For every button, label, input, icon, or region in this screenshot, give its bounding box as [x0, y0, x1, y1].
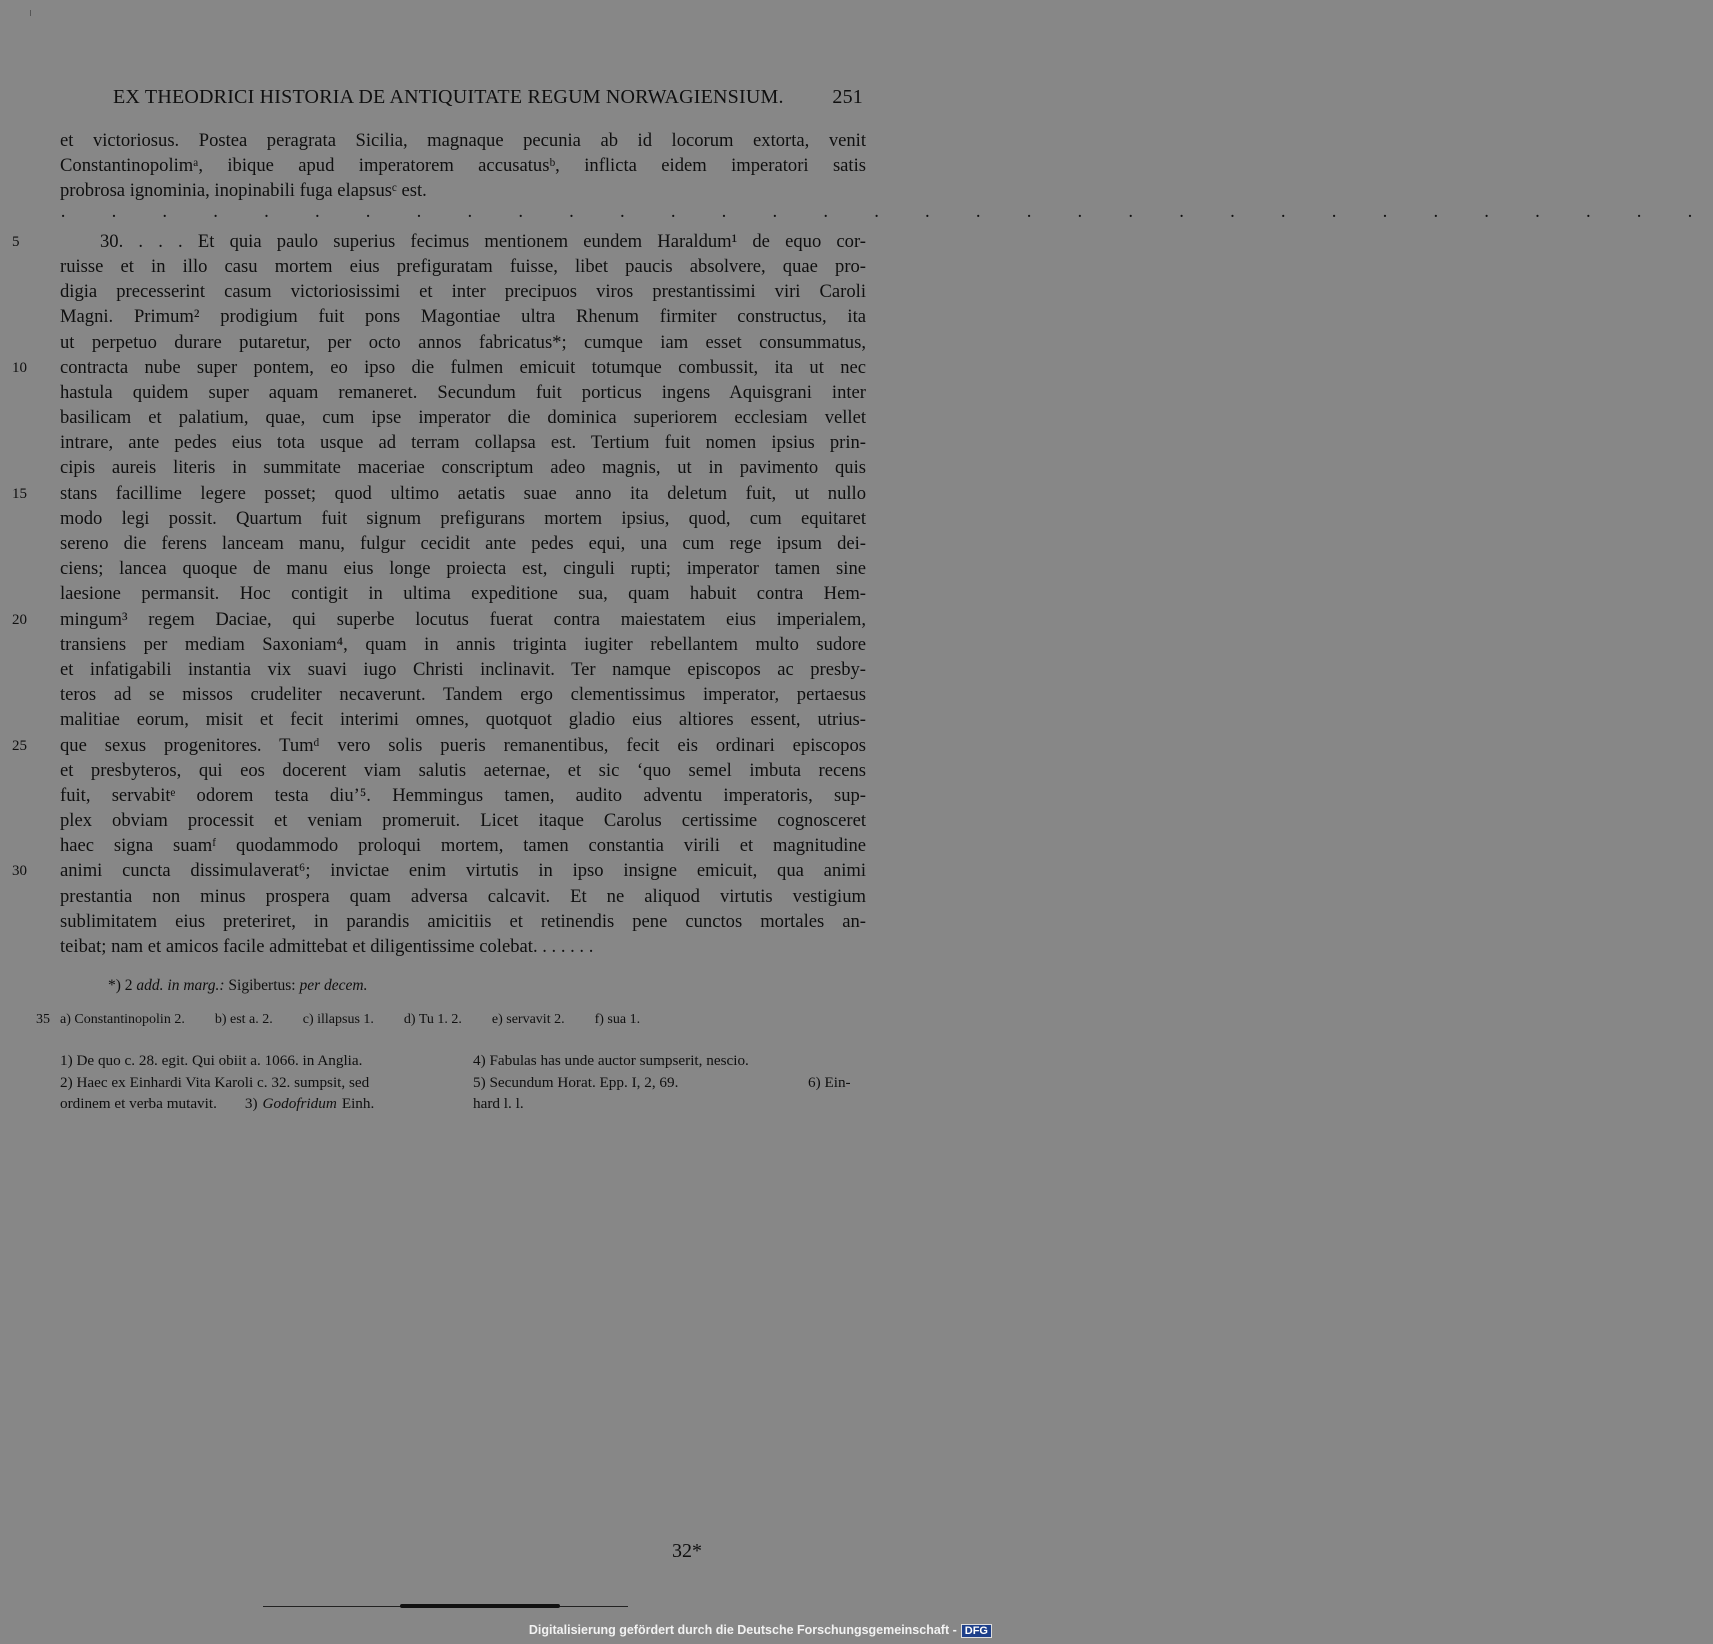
- text-line: [12, 229, 866, 254]
- text-line: [60, 783, 866, 808]
- line-text: haec signa suamᶠ quodammodo proloqui mortem, tamen constantia virili et magnitudine: [60, 835, 866, 857]
- line-text: laesione permansit. Hoc contigit in ultima expeditione sua, quam habuit contra Hem-: [60, 583, 866, 605]
- ornament-rule-center: [400, 1604, 560, 1608]
- main-text: [12, 128, 1713, 959]
- footnote-cell: [60, 1093, 374, 1115]
- line-text: sublimitatem eius preteriret, in parandis amicitiis et retinendis pene cunctos mortales an-: [60, 910, 866, 932]
- line-text: probrosa ignominia, inopinabili fuga elapsusᶜ est.: [60, 180, 427, 202]
- line-text: sereno die ferens lanceam manu, fulgur cecidit ante pedes equi, una cum rege ipsum dei-: [60, 533, 866, 554]
- line-text: ut perpetuo durare putaretur, per octo annos fabricatus*; cumque iam esset consummatus,: [60, 331, 866, 353]
- running-header: [113, 86, 863, 109]
- text-line: [60, 632, 866, 657]
- text-line: [60, 153, 866, 178]
- footnote-row: [60, 1072, 866, 1094]
- line-number: 25: [12, 737, 27, 754]
- line-text: modo legi possit. Quartum fuit signum prefigurans mortem ipsius, quod, cum equitaret: [60, 507, 866, 529]
- marginal-note-add: add. in marg.:: [136, 977, 225, 994]
- text-line: [60, 581, 866, 606]
- line-text: Constantinopolimᵃ, ibique apud imperatorem accusatusᵇ, inflicta eidem imperatori satis: [60, 155, 866, 177]
- line-text: Magni. Primum² prodigium fuit pons Magontiae ultra Rhenum firmiter constructus, ita: [60, 306, 866, 328]
- line-text: ciens; lancea quoque de manu eius longe proiecta est, cinguli rupti; imperator tamen sine: [60, 558, 866, 580]
- line-number: 15: [12, 485, 27, 502]
- text-line: [60, 178, 866, 203]
- text-line: [60, 279, 866, 304]
- footnote-cell: 6) Ein-: [808, 1073, 851, 1091]
- line-number: 30: [12, 863, 27, 880]
- line-text: hastula quidem super aquam remaneret. Secundum fuit porticus ingens Aquisgrani inter: [60, 381, 866, 403]
- line-text: et infatigabili instantia vix suavi iugo Christi inclinavit. Ter namque episcopos ac presby-: [60, 658, 866, 680]
- text-line: [60, 884, 866, 909]
- line-text: contracta nube super pontem, eo ipso die fulmen emicuit totumque combussit, ita ut nec: [60, 356, 866, 378]
- variant-item: b) est a. 2.: [214, 1012, 273, 1027]
- line-text: que sexus progenitores. Tumᵈ vero solis pueris remanentibus, fecit eis ordinari episcopos: [60, 734, 866, 756]
- line-text: transiens per mediam Saxoniam⁴, quam in annis triginta iugiter rebellantem multo sudore: [60, 633, 866, 655]
- funding-credit: [529, 1623, 992, 1638]
- footnote-cell: 5) Secundum Horat. Epp. I, 2, 69.: [473, 1073, 679, 1091]
- text-line: [12, 481, 866, 506]
- line-text: mingum³ regem Daciae, qui superbe locutus fuerat contra maiestatem eius imperialem,: [60, 608, 866, 630]
- marginal-note: [108, 977, 367, 995]
- variant-list: [60, 1012, 670, 1027]
- footnote-cell: hard l. l.: [473, 1095, 524, 1112]
- text-line: [12, 858, 866, 883]
- text-line: [60, 455, 866, 480]
- line-text: 30. . . . Et quia paulo superius fecimus mentionem eundem Haraldum¹ de equo cor-: [100, 230, 866, 252]
- text-line: [60, 506, 866, 531]
- text-line: [60, 380, 866, 405]
- text-line: [60, 304, 866, 329]
- text-line: [12, 607, 866, 632]
- marginal-note-text: per decem.: [299, 977, 368, 994]
- funding-credit-text: Digitalisierung gefördert durch die Deutsche Forschungsgemeinschaft -: [528, 1623, 957, 1637]
- footnote-number: 3): [244, 1095, 258, 1112]
- variant-item: e) servavit 2.: [491, 1012, 565, 1027]
- line-text: et presbyteros, qui eos docerent viam salutis aeternae, et sic ‘quo semel imbuta recens: [60, 759, 866, 781]
- footnotes: [60, 1050, 866, 1115]
- text-line: [60, 758, 866, 783]
- text-line: [60, 254, 866, 279]
- text-line: [60, 909, 866, 934]
- variant-readings: [36, 1012, 740, 1028]
- footnote-text: ordinem et verba mutavit.: [60, 1095, 217, 1112]
- page-number: 251: [832, 86, 863, 108]
- footnote-row: [60, 1093, 866, 1115]
- line-text: et victoriosus. Postea peragrata Sicilia, magnaque pecunia ab id locorum extorta, venit: [60, 130, 866, 151]
- line-text: digia precesserint casum victoriosissimi et inter precipuos viros prestantissimi viri Caroli: [60, 281, 866, 303]
- line-text: stans facillime legere posset; quod ultimo aetatis suae anno ita deletum fuit, ut nullo: [60, 482, 866, 504]
- variant-item: d) Tu 1. 2.: [403, 1012, 462, 1027]
- line-text: cipis aureis literis in summitate maceriae conscriptum adeo magnis, ut in pavimento quis: [60, 457, 866, 479]
- footnote-row: [60, 1050, 866, 1072]
- line-text: prestantia non minus prospera quam adversa calcavit. Et ne aliquod virtutis vestigium: [60, 885, 866, 907]
- line-number: 10: [12, 359, 27, 376]
- text-line: [60, 430, 866, 455]
- footnote-italic: Godofridum: [262, 1095, 337, 1112]
- scan-mark: [30, 10, 31, 16]
- variant-item: f) sua 1.: [594, 1012, 641, 1027]
- line-text: malitiae eorum, misit et fecit interimi omnes, quotquot gladio eius altiores essent, utrius-: [60, 709, 866, 731]
- footnote-cell: 2) Haec ex Einhardi Vita Karoli c. 32. sumpsit, sed: [60, 1073, 370, 1091]
- text-line: [60, 556, 866, 581]
- text-line: [60, 330, 866, 355]
- footnote-text: Einh.: [341, 1095, 375, 1112]
- line-number: 20: [12, 611, 27, 628]
- marginal-note-name: Sigibertus:: [228, 977, 296, 994]
- text-line: [60, 657, 866, 682]
- line-text: ruisse et in illo casu mortem eius prefiguratam fuisse, libet paucis absolvere, quae pro-: [60, 255, 866, 277]
- marginal-note-mark: *) 2: [108, 977, 133, 994]
- footnote-cell: 4) Fabulas has unde auctor sumpserit, nescio.: [473, 1052, 749, 1069]
- running-title: EX THEODRICI HISTORIA DE ANTIQUITATE REGUM NORWAGIENSIUM.: [113, 86, 784, 108]
- text-line: [60, 204, 1713, 229]
- line-number: 35: [36, 1012, 50, 1027]
- variant-item: a) Constantinopolin 2.: [60, 1012, 185, 1027]
- text-line: [60, 707, 866, 732]
- text-line: [60, 128, 866, 153]
- dfg-logo: DFG: [961, 1624, 992, 1638]
- text-line: [60, 682, 866, 707]
- line-text: fuit, servabitᵉ odorem testa diu’⁵. Hemmingus tamen, audito adventu imperatoris, sup-: [60, 784, 866, 806]
- text-line: [60, 531, 866, 556]
- line-text: intrare, ante pedes eius tota usque ad terram collapsa est. Tertium fuit nomen ipsius prin-: [60, 432, 866, 454]
- text-line: [60, 833, 866, 858]
- line-text: basilicam et palatium, quae, cum ipse imperator die dominica superiorem ecclesiam vellet: [60, 407, 866, 429]
- footnote-cell: 1) De quo c. 28. egit. Qui obiit a. 1066. in Anglia.: [60, 1052, 363, 1069]
- text-line: [60, 808, 866, 833]
- line-text: teros ad se missos crudeliter necaverunt. Tandem ergo clementissimus imperator, pertaesus: [60, 684, 866, 706]
- text-line: [60, 934, 866, 959]
- text-line: [12, 733, 866, 758]
- signature-mark: 32*: [672, 1540, 702, 1562]
- line-text: · · · · · · · · · · · · · · · · · · · · · · · · · · · · · · · · ·: [60, 205, 1713, 227]
- line-number: 5: [12, 233, 20, 250]
- text-line: [12, 355, 866, 380]
- line-text: plex obviam processit et veniam promeruit. Licet itaque Carolus certissime cognosceret: [60, 810, 866, 832]
- variant-item: c) illapsus 1.: [302, 1012, 374, 1027]
- line-text: teibat; nam et amicos facile admittebat et diligentissime colebat. . . . . . .: [60, 936, 594, 957]
- line-text: animi cuncta dissimulaverat⁶; invictae enim virtutis in ipso insigne emicuit, qua animi: [60, 860, 866, 882]
- text-line: [60, 405, 866, 430]
